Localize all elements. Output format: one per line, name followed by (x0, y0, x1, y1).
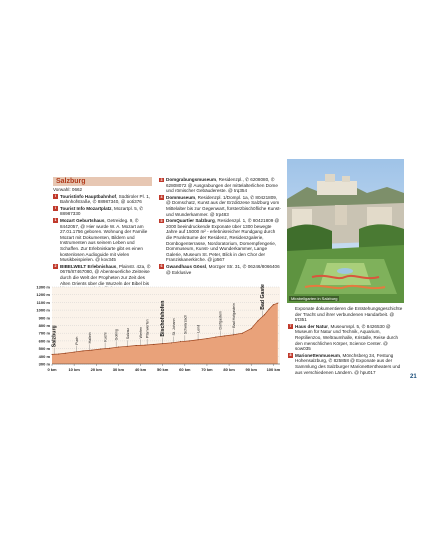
elevation-point (206, 338, 207, 339)
left-entries (53, 194, 152, 292)
place-label: Bischofshofen (160, 300, 167, 337)
poi-number-badge: 2 (54, 264, 57, 269)
x-tick-label: 30 km (112, 367, 125, 372)
y-tick-label: 400 m (38, 353, 50, 359)
poi-entry (159, 195, 282, 217)
poi-entry (159, 218, 282, 263)
poi-name: Touristinfo Hauptbahnhof (60, 193, 117, 199)
poi-name: BIBELWELT Erlebnishaus (60, 263, 117, 269)
place-label: Pfarrwerfen (145, 319, 150, 338)
poi-description: , Mönchsberg 34, Festung Hohensalzburg, ✆ 825858 @ Exponate aus der Sammlung des Salzburger Marionettentheaters und aus verschiedenen Ländern. @ hpu017 (295, 352, 401, 375)
elevation-point (74, 352, 75, 353)
poi-entry (288, 306, 404, 323)
place-label: Puch (74, 336, 79, 345)
elevation-point (171, 342, 172, 343)
place-label: Werfen (139, 326, 144, 339)
poi-entry (159, 177, 282, 194)
elevation-point (109, 348, 110, 349)
poi-entry (53, 218, 152, 263)
poi-name: Mozart Geburtshaus (60, 217, 105, 223)
x-tick-label: 10 km (68, 367, 80, 372)
poi-entry (53, 194, 152, 205)
place-label: Bad Hofgastein (232, 303, 237, 328)
poi-number-badge: 1 (54, 218, 57, 223)
elevation-point (100, 348, 101, 349)
place-label: Schwarzach (183, 314, 188, 335)
place-label: Sulzau (125, 328, 130, 340)
place-label: Hallein (88, 332, 93, 344)
elevation-point (215, 337, 216, 338)
poi-description: , Residenzpl., ✆ 6208080, ✆ 62808072 @ Ausgrabungen der mittelalterlichen Dome und römischer Gebäudereste. @ trq354 (166, 177, 278, 194)
right-entries (288, 306, 404, 375)
poi-description: , Morzger Str. 31, ✆ 06246/8066406 @ Exklusive (166, 263, 280, 275)
photo-illustration (287, 159, 404, 303)
elevation-point (277, 303, 278, 304)
y-tick-label: 800 m (38, 323, 50, 328)
right-column (288, 306, 404, 376)
poi-name: Marionettenmuseum (295, 352, 340, 358)
poi-number-badge: 3 (160, 177, 163, 182)
salzburg-photo (287, 159, 404, 303)
y-tick-label: 1200 m (36, 292, 50, 298)
poi-description: , Mozartpl. 5, ✆ 88987330 (60, 205, 144, 217)
elevation-point (264, 314, 265, 315)
poi-description: , Südtiroler Pl. 1, Bahnhofstraße, ✆ 88987340, @ ooti376 (60, 193, 151, 205)
page-number: 21 (410, 374, 417, 380)
elevation-profile (28, 284, 286, 376)
place-label: Dorfgastein (218, 311, 223, 330)
y-tick-label: 600 m (38, 338, 50, 344)
x-tick-label: 40 km (134, 367, 147, 372)
elevation-point (257, 320, 258, 321)
poi-number-badge: i (55, 206, 56, 211)
elevation-chart (28, 284, 286, 376)
y-tick-label: 300 m (38, 361, 50, 367)
place-label: Golling (114, 329, 119, 341)
section-subtitle: Vorwahl: 0662 (53, 187, 83, 192)
poi-number-badge: 5 (160, 218, 163, 223)
place-label: Bad Gastein (259, 284, 266, 310)
elevation-point (273, 304, 274, 305)
poi-number-badge: 7 (289, 324, 292, 329)
poi-name: Tourist Info Mozartplatz (60, 205, 112, 211)
place-label: St. Johann (172, 318, 177, 336)
x-tick-label: 20 km (90, 367, 102, 372)
elevation-point (91, 350, 92, 351)
elevation-point (65, 353, 66, 354)
x-tick-label: 0 km (47, 367, 57, 372)
poi-entry (53, 206, 152, 217)
elevation-point (224, 335, 225, 336)
poi-number-badge: 4 (160, 195, 163, 200)
x-tick-label: 70 km (201, 367, 213, 372)
elevation-point (52, 354, 53, 355)
y-tick-label: 900 m (38, 315, 50, 321)
elevation-point (180, 341, 181, 342)
x-tick-label: 60 km (179, 367, 191, 372)
poi-number-badge: 6 (160, 264, 163, 269)
y-tick-label: 1000 m (36, 307, 50, 313)
poi-name: Haus der Natur (295, 323, 328, 329)
place-label: Kuchl (103, 332, 108, 342)
elevation-point (153, 344, 154, 345)
poi-name: Gwandhaus Gössl (166, 263, 207, 269)
place-label: Salzburg (51, 325, 58, 348)
elevation-point (251, 328, 252, 329)
y-tick-label: 500 m (38, 346, 50, 352)
poi-description: , Residenzpl. 1/Dompl. 1a, ✆ 80421809, @ Domschatz, Kunst aus der Erzdiözese Salzburg vom Mittelalter bis zur Gegenwart, fürsterzbischöfliche Kunst- und Wunderkammer. @ trp483 (166, 194, 281, 217)
poi-description: , Getreideg. 9, ✆ 8442057, @ Hier wurde W. A. Mozart am 27.01.1756 geboren. Wohnung der Familie Mozart mit Dokumenten, Bildern und Instrumenten aus seinem Leben und Schaffen. Zur Erlebniskarte gibt es einen kostenlosen Audioguide mit vielen Musikbeispielen. @ kov345 (60, 217, 148, 263)
elevation-point (268, 309, 269, 310)
y-tick-label: 1300 m (36, 284, 50, 290)
x-tick-label: 90 km (245, 367, 257, 372)
x-tick-label: 80 km (223, 367, 235, 372)
poi-description: , Museumspl. 5, ✆ 8426530 @ Museum für Natur und Technik, Aquarium, Reptilienzoo, Weltraumhalle, Kristalle, Reise durch den menschlichen Körper, Science Center. @ sow035 (295, 323, 399, 352)
poi-number-badge: i (55, 194, 56, 199)
poi-description: , Residenzpl. 1, ✆ 80421809 @ 2000 beeindruckende Exponate über 1300 bewegte Jahre auf 15000 m² - erlebnisreicher Rundgang durch die Prunkräume der Residenz, Residenzgalerie, Dombogenterrasse, Nordoratorium, Domempfengerie, Dommuseum, Kunst- und Wunderkammer, Lange Galerie, Museum St. Peter, Blick in den Chor der Franziskanerkirche. @ jp567 (166, 218, 280, 263)
poi-name: Domgrabungsmuseum (166, 177, 217, 182)
y-tick-label: 1100 m (36, 299, 50, 305)
poi-name: DomQuartier Salzburg (166, 218, 215, 224)
poi-entry (288, 353, 404, 375)
poi-name: Dommuseum (166, 194, 196, 200)
middle-entries (159, 177, 282, 275)
poi-number-badge: 8 (289, 353, 292, 358)
section-title: Salzburg (53, 177, 152, 186)
y-tick-label: 700 m (38, 330, 50, 336)
elevation-point (136, 345, 137, 346)
photo-caption: Mirabellgarten in Salzburg (291, 296, 338, 301)
elevation-point (242, 333, 243, 334)
poi-entry (159, 264, 282, 275)
elevation-point (189, 340, 190, 341)
left-column (53, 177, 152, 293)
x-tick-label: 100 km (266, 367, 281, 372)
elevation-point (58, 353, 59, 354)
poi-entry (288, 324, 404, 352)
middle-column (159, 177, 282, 276)
poi-description: Exponate dokumentieren die Entstehungsgeschichte der Tracht und ihrer verbundenen Handarbeit. @ trt351 (295, 306, 403, 323)
poi-description: , Plainstr. 42a, ✆ 0676/87467080, @ Abenteuerliche Zeitreise durch die Welt der Propheten zur Zeit des Alten Orients über die Wurzeln der Bibel bis (60, 263, 151, 286)
elevation-point (144, 345, 145, 346)
x-tick-label: 50 km (157, 367, 169, 372)
elevation-point (118, 347, 119, 348)
elevation-point (82, 350, 83, 351)
place-label: Lend (196, 324, 201, 333)
